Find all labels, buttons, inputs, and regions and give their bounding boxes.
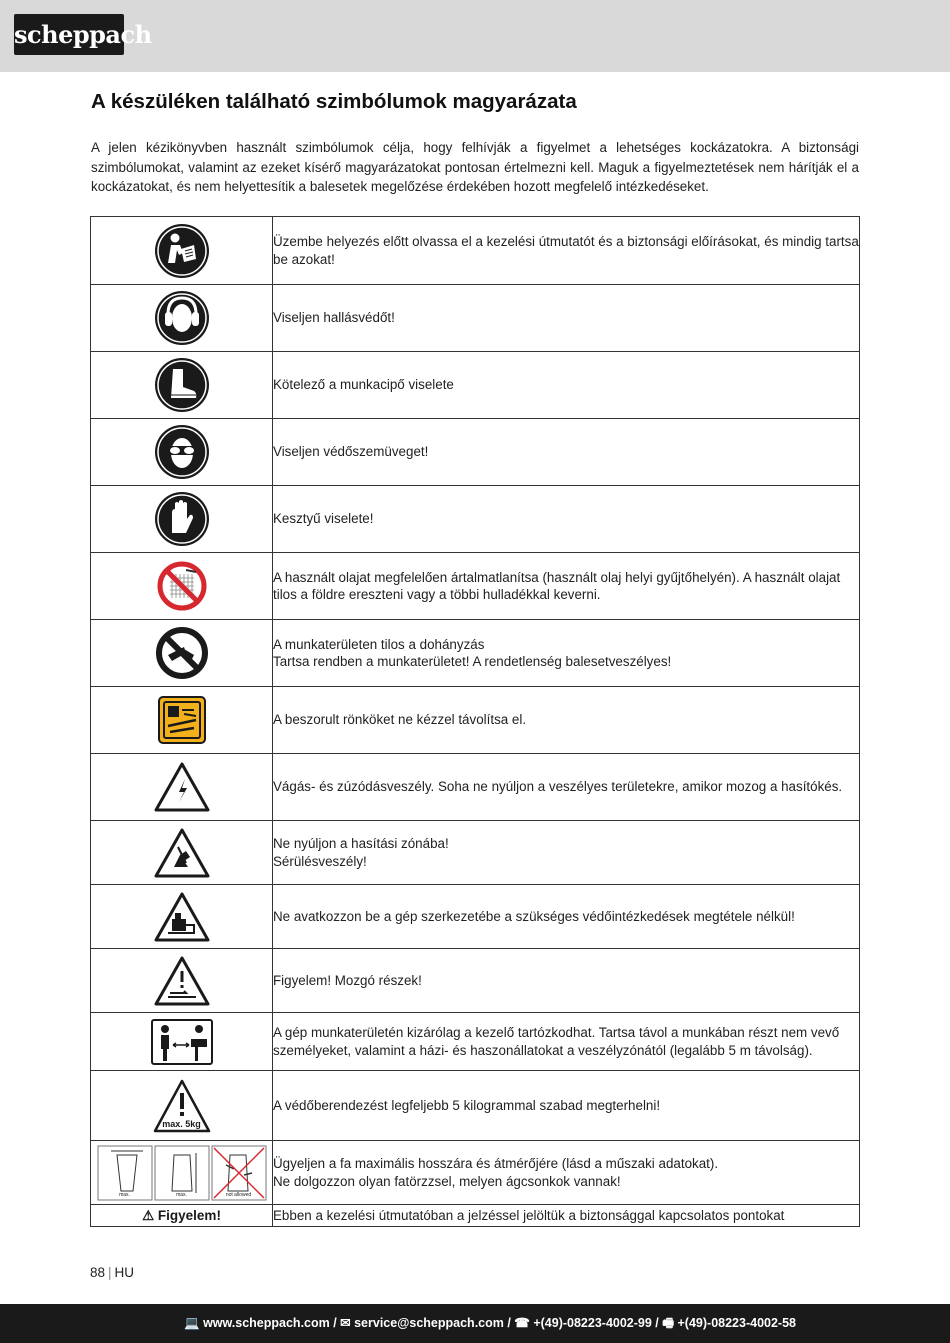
no-smoking-icon: [154, 625, 210, 681]
footer-bar: [0, 1304, 950, 1343]
page-language: HU: [114, 1265, 135, 1280]
symbol-row: [91, 217, 860, 285]
log-size-label-2: max.: [176, 1191, 187, 1198]
symbol-row: [91, 754, 860, 821]
no-oil-disposal-icon: [156, 560, 208, 612]
symbol-description: Ne avatkozzon be a gép szerkezetébe a szükséges védőintézkedések megtétele nélkül!: [273, 885, 860, 949]
symbol-row: [91, 821, 860, 885]
max-load-label: max. 5kg: [162, 1118, 201, 1129]
symbol-description: A használt olajat megfelelően ártalmatlanítsa (használt olaj helyi gyűjtőhelyén). A használt olajat tilos a földre ereszteni vagy a többi hulladékkal keverni.: [273, 553, 860, 620]
symbol-row: [91, 419, 860, 486]
symbol-description: Kesztyű viselete!: [273, 486, 860, 553]
log-size-icon: [97, 1145, 267, 1201]
symbol-row: [91, 486, 860, 553]
max-load-icon: [153, 1078, 211, 1134]
symbol-row: [91, 687, 860, 754]
operator-only-icon: [151, 1019, 213, 1065]
gloves-icon: [154, 491, 210, 547]
page-number-value: 88: [90, 1265, 106, 1280]
warning-label: ⚠ Figyelem!: [91, 1205, 273, 1227]
footer-contact: 💻 www.scheppach.com / ✉ service@scheppach.com / ☎ +(49)-08223-4002-99 / 🖷 +(49)-08223-4002-58: [184, 1316, 796, 1330]
symbol-row: [91, 949, 860, 1013]
safety-boots-icon: [154, 357, 210, 413]
header-bar: [0, 0, 950, 72]
warning-note-row: [91, 1205, 860, 1227]
symbol-row: [91, 1141, 860, 1205]
warning-note-text: Ebben a kezelési útmutatóban a jelzéssel jelöltük a biztonsággal kapcsolatos pontokat: [273, 1205, 860, 1227]
cutting-hazard-icon: [154, 761, 210, 813]
symbol-description: Viseljen hallásvédőt!: [273, 285, 860, 352]
page-title: A készüléken található szimbólumok magyarázata: [91, 90, 577, 113]
symbol-description: A beszorult rönköket ne kézzel távolítsa el.: [273, 687, 860, 754]
page-number: [90, 1265, 134, 1280]
symbol-row: [91, 285, 860, 352]
symbol-description: A munkaterületen tilos a dohányzás Tartsa rendben a munkaterületet! A rendetlenség balesetveszélyes!: [273, 620, 860, 687]
log-size-label-1: max.: [119, 1191, 130, 1198]
symbol-description: Ne nyúljon a hasítási zónába! Sérülésveszély!: [273, 821, 860, 885]
symbol-description: Kötelező a munkacipő viselete: [273, 352, 860, 419]
symbols-table: [90, 216, 860, 1227]
machine-intervention-icon: [154, 891, 210, 943]
scheppach-logo: scheppach: [14, 14, 124, 55]
symbol-row: [91, 553, 860, 620]
jammed-log-icon: [158, 696, 206, 744]
symbol-description: Üzembe helyezés előtt olvassa el a kezelési útmutatót és a biztonsági előírásokat, és mindig tartsa be azokat!: [273, 217, 860, 285]
read-manual-icon: [154, 223, 210, 279]
symbol-row: [91, 1013, 860, 1071]
log-size-label-3: not allowed: [225, 1191, 252, 1198]
symbol-description: Figyelem! Mozgó részek!: [273, 949, 860, 1013]
symbol-description: Ügyeljen a fa maximális hosszára és átmérőjére (lásd a műszaki adatokat). Ne dolgozzon olyan fatörzzsel, melyen ágcsonkok vannak!: [273, 1141, 860, 1205]
safety-goggles-icon: [154, 424, 210, 480]
symbol-row: [91, 1071, 860, 1141]
symbol-description: A gép munkaterületén kizárólag a kezelő tartózkodhat. Tartsa távol a munkában részt nem vevő személyeket, valamint a házi- és haszonállatokat a veszélyzónától (legalább 5 m távolság).: [273, 1013, 860, 1071]
intro-paragraph: A jelen kézikönyvben használt szimbólumok célja, hogy felhívják a figyelmet a lehetséges kockázatokra. A biztonsági szimbólumokat, valamint az ezeket kísérő magyarázatokat pontosan értelmezni kell. Maguk a figyelmeztetések nem hárítják el a kockázatokat, és nem helyettesítik a balesetek megelőzése érdekében hozott megfelelő intézkedéseket.: [91, 140, 859, 194]
symbol-row: [91, 352, 860, 419]
moving-parts-icon: [154, 955, 210, 1007]
symbol-row: [91, 620, 860, 687]
ear-protection-icon: [154, 290, 210, 346]
hand-crush-icon: [154, 827, 210, 879]
symbol-row: [91, 885, 860, 949]
symbol-description: Vágás- és zúzódásveszély. Soha ne nyúljon a veszélyes területekre, amikor mozog a hasítókés.: [273, 754, 860, 821]
symbol-description: A védőberendezést legfeljebb 5 kilogrammal szabad megterhelni!: [273, 1071, 860, 1141]
page-number-separator: |: [108, 1265, 112, 1280]
symbol-description: Viseljen védőszemüveget!: [273, 419, 860, 486]
